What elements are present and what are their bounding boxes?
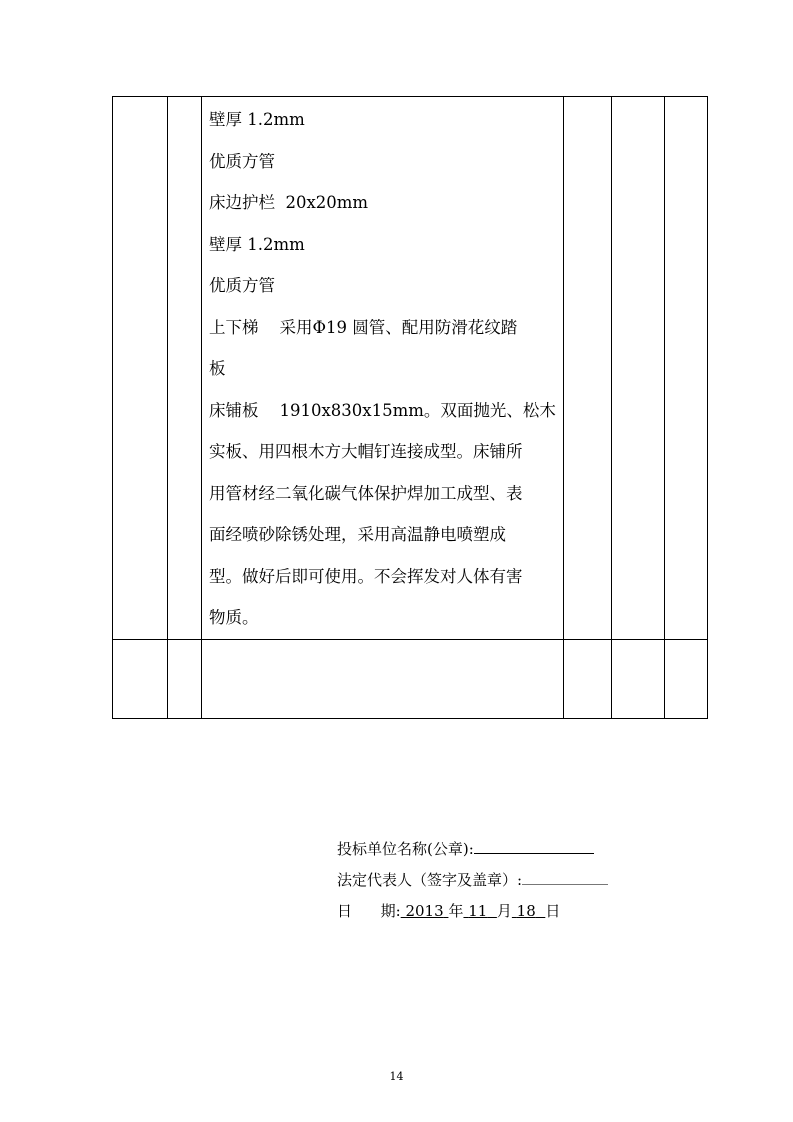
table-cell <box>202 639 564 718</box>
spec-line: 上下梯 采用Φ19 圆管、配用防滑花纹踏 <box>209 317 518 337</box>
table-row <box>113 97 708 640</box>
date-line <box>337 896 608 927</box>
representative-blank <box>522 869 608 885</box>
company-blank <box>474 838 594 854</box>
day-unit: 日 <box>545 902 561 920</box>
spec-description-cell <box>202 97 564 640</box>
table-cell <box>564 97 612 640</box>
spec-line: 壁厚 1.2mm <box>209 234 305 254</box>
date-label-2: 期: <box>380 902 401 920</box>
table-cell <box>564 639 612 718</box>
spec-line: 床边护栏 20x20mm <box>209 193 369 212</box>
month-unit: 月 <box>496 902 512 920</box>
table-cell <box>612 97 665 640</box>
table-cell <box>665 97 708 640</box>
date-day: 18 <box>516 902 536 920</box>
spec-line: 壁厚 1.2mm <box>209 110 305 129</box>
spec-line: 优质方管 <box>209 276 275 295</box>
company-label: 投标单位名称(公章): <box>337 840 474 858</box>
spec-line: 实板、用四根木方大帽钉连接成型。床铺所 <box>209 442 523 461</box>
table-cell <box>665 639 708 718</box>
date-month: 11 <box>468 902 488 920</box>
page-number: 14 <box>389 1070 404 1083</box>
date-year: 2013 <box>405 902 444 920</box>
representative-label: 法定代表人（签字及盖章）: <box>337 871 523 889</box>
spec-line: 面经喷砂除锈处理，采用高温静电喷塑成 <box>209 525 506 544</box>
spec-line: 板 <box>209 359 226 378</box>
spec-line: 优质方管 <box>209 151 275 171</box>
table-cell <box>113 97 168 640</box>
table-cell <box>168 639 202 718</box>
table-cell <box>168 97 202 640</box>
company-line <box>337 834 608 865</box>
table-row <box>113 639 708 718</box>
spec-table <box>112 96 708 719</box>
table-cell <box>113 639 168 718</box>
representative-line <box>337 865 608 896</box>
date-label: 日 <box>337 902 353 920</box>
year-unit: 年 <box>448 902 464 920</box>
spec-line: 物质。 <box>209 608 259 627</box>
table-cell <box>612 639 665 718</box>
spec-line: 床铺板 1910x830x15mm。双面抛光、松木 <box>209 400 556 420</box>
signature-block <box>337 834 608 927</box>
spec-line: 型。做好后即可使用。不会挥发对人体有害 <box>209 566 523 586</box>
spec-line: 用管材经二氧化碳气体保护焊加工成型、表 <box>209 483 523 503</box>
